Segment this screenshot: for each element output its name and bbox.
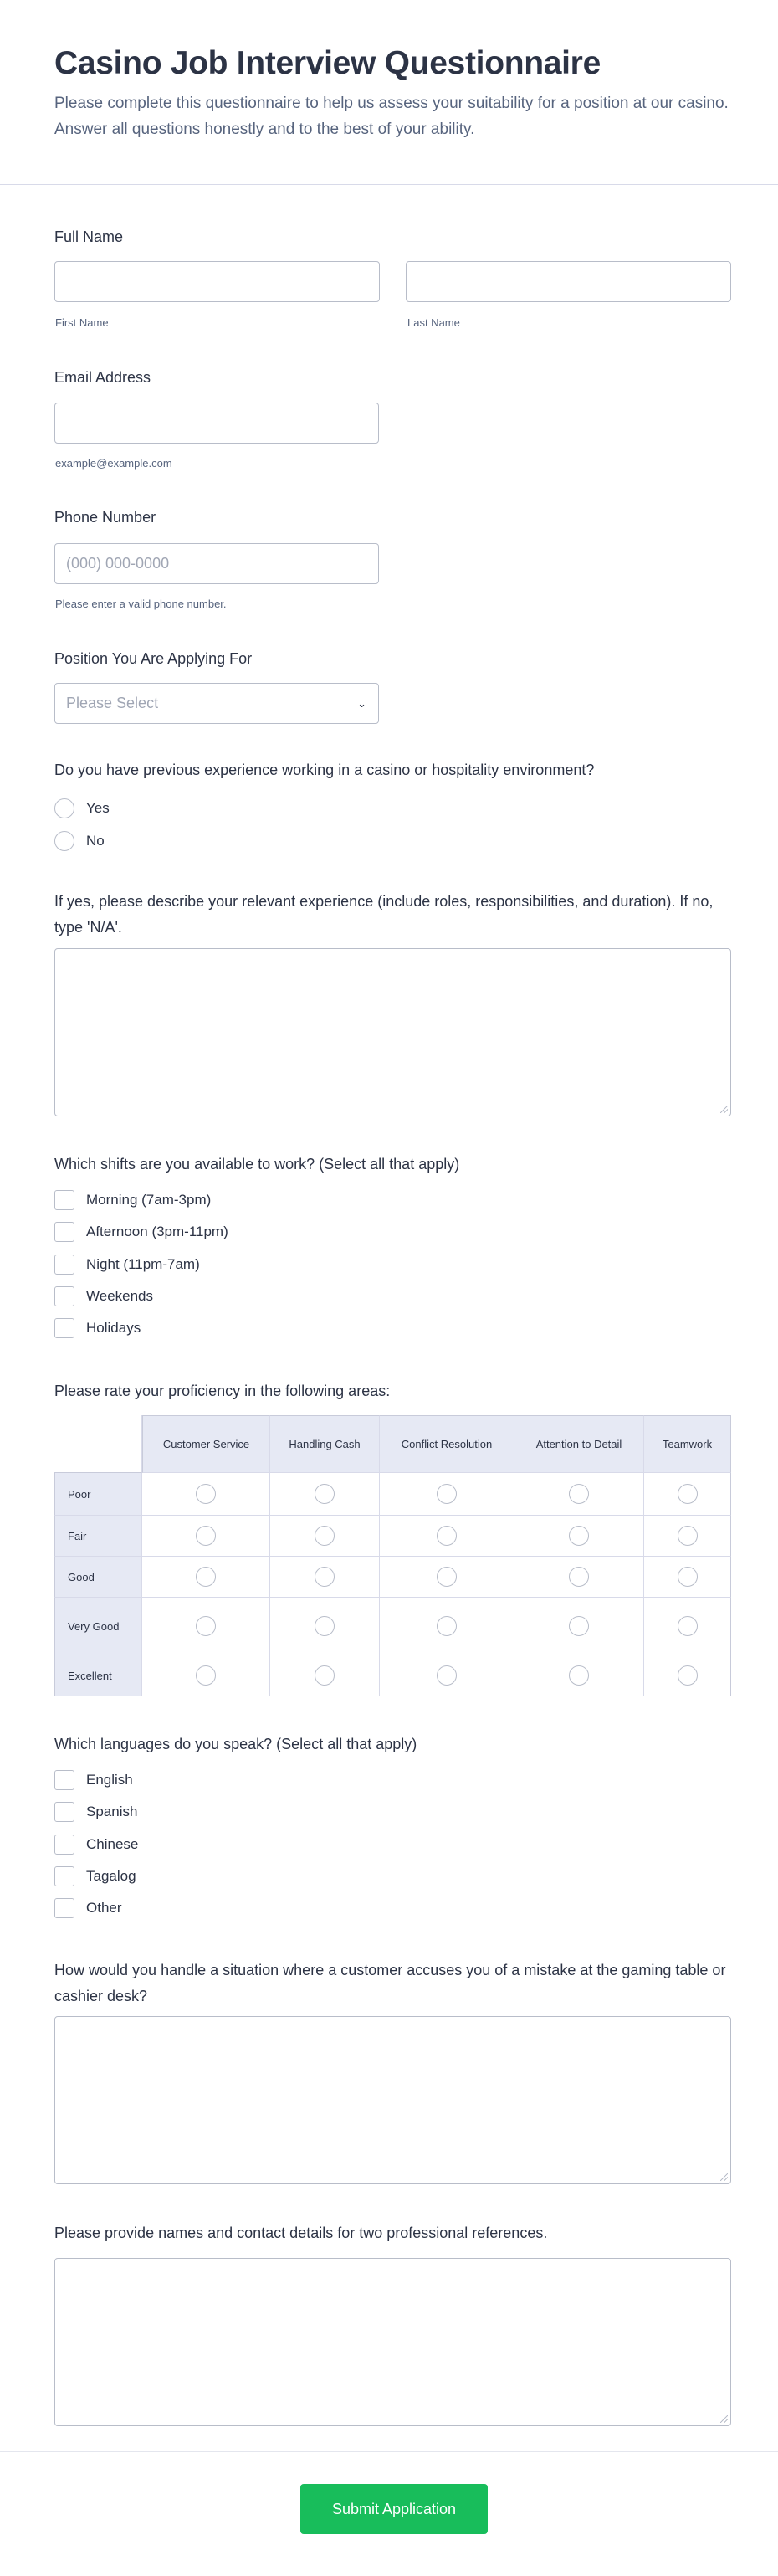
matrix-corner (54, 1415, 142, 1473)
matrix-radio-button[interactable] (196, 1616, 216, 1636)
matrix-cell (142, 1557, 270, 1598)
matrix-cell (644, 1473, 731, 1516)
option-label: English (86, 1772, 133, 1788)
option-label: Tagalog (86, 1868, 136, 1884)
radio-button[interactable] (54, 831, 74, 851)
checkbox[interactable] (54, 1770, 74, 1790)
languages-label: Which languages do you speak? (Select all that apply) (54, 1736, 417, 1752)
references-label: Please provide names and contact details for two professional references. (54, 2224, 548, 2241)
email-label: Email Address (54, 369, 151, 386)
checkbox[interactable] (54, 1318, 74, 1338)
option-label: Night (11pm-7am) (86, 1256, 200, 1272)
page-description: Please complete this questionnaire to help us assess your suitability for a position at our casino. Answer all questions honestly and to the best of your ability. (54, 95, 729, 138)
resize-handle-icon[interactable] (720, 2173, 728, 2181)
matrix-cell (270, 1473, 380, 1516)
option-label: No (86, 833, 105, 849)
matrix-column-header: Attention to Detail (514, 1415, 644, 1473)
checkbox[interactable] (54, 1835, 74, 1855)
phone-input[interactable]: (000) 000-0000 (54, 543, 379, 584)
matrix-row (54, 1598, 731, 1655)
matrix-cell (142, 1655, 270, 1696)
checkbox-option[interactable] (54, 1865, 136, 1887)
radio-option-yes[interactable] (54, 798, 110, 819)
matrix-cell (514, 1473, 644, 1516)
matrix-row (54, 1655, 731, 1696)
option-label: Spanish (86, 1804, 138, 1819)
checkbox-option[interactable] (54, 1317, 141, 1339)
header-divider (0, 184, 778, 185)
matrix-row (54, 1473, 731, 1516)
page-title: Casino Job Interview Questionnaire (54, 45, 601, 81)
matrix-cell (380, 1598, 514, 1655)
phone-label: Phone Number (54, 509, 156, 526)
situation-label: How would you handle a situation where a customer accuses you of a mistake at the gaming table or cashier desk? (54, 1962, 726, 2004)
matrix-cell (644, 1655, 731, 1696)
matrix-column-header: Handling Cash (270, 1415, 380, 1473)
matrix-cell (644, 1516, 731, 1557)
matrix-row-header: Excellent (54, 1655, 142, 1696)
checkbox-option[interactable] (54, 1221, 228, 1243)
option-label: Yes (86, 800, 110, 816)
chevron-down-icon: ⌄ (357, 697, 366, 710)
option-label: Weekends (86, 1288, 154, 1304)
matrix-radio-button[interactable] (196, 1567, 216, 1587)
checkbox-option[interactable] (54, 1769, 133, 1791)
matrix-radio-button[interactable] (315, 1665, 335, 1686)
checkbox[interactable] (54, 1190, 74, 1210)
matrix-cell (270, 1598, 380, 1655)
checkbox[interactable] (54, 1802, 74, 1822)
option-label: Afternoon (3pm-11pm) (86, 1224, 228, 1239)
matrix-radio-button[interactable] (437, 1616, 457, 1636)
matrix-cell (514, 1655, 644, 1696)
matrix-cell (514, 1516, 644, 1557)
matrix-cell (142, 1516, 270, 1557)
radio-option-no[interactable] (54, 830, 105, 852)
matrix-radio-button[interactable] (678, 1526, 698, 1546)
situation-textarea[interactable] (54, 2016, 731, 2184)
resize-handle-icon[interactable] (720, 2415, 728, 2423)
matrix-radio-button[interactable] (678, 1616, 698, 1636)
matrix-radio-button[interactable] (437, 1665, 457, 1686)
checkbox-option[interactable] (54, 1897, 122, 1919)
matrix-cell (380, 1516, 514, 1557)
matrix-cell (380, 1655, 514, 1696)
matrix-cell (380, 1473, 514, 1516)
matrix-radio-button[interactable] (196, 1484, 216, 1504)
checkbox-option[interactable] (54, 1285, 153, 1307)
matrix-cell (514, 1598, 644, 1655)
matrix-radio-button[interactable] (569, 1484, 589, 1504)
references-textarea[interactable] (54, 2258, 731, 2426)
matrix-cell (380, 1557, 514, 1598)
matrix-radio-button[interactable] (678, 1665, 698, 1686)
matrix-radio-button[interactable] (569, 1616, 589, 1636)
matrix-radio-button[interactable] (315, 1616, 335, 1636)
matrix-column-header: Customer Service (142, 1415, 270, 1473)
first-name-sublabel: First Name (55, 316, 109, 329)
matrix-row (54, 1557, 731, 1598)
option-label: Chinese (86, 1836, 139, 1852)
rating-matrix (54, 1415, 731, 1696)
resize-handle-icon[interactable] (720, 1106, 728, 1113)
matrix-cell (514, 1557, 644, 1598)
full-name-label: Full Name (54, 228, 124, 245)
last-name-sublabel: Last Name (407, 316, 460, 329)
matrix-cell (644, 1598, 731, 1655)
checkbox[interactable] (54, 1255, 74, 1275)
submit-button[interactable]: Submit Application (300, 2484, 488, 2534)
checkbox[interactable] (54, 1866, 74, 1886)
email-input[interactable] (54, 403, 379, 444)
position-label: Position You Are Applying For (54, 650, 253, 667)
option-label: Other (86, 1900, 122, 1916)
matrix-cell (644, 1557, 731, 1598)
matrix-radio-button[interactable] (569, 1567, 589, 1587)
matrix-radio-button[interactable] (315, 1484, 335, 1504)
checkbox-option[interactable] (54, 1801, 137, 1823)
experience-detail-textarea[interactable] (54, 948, 731, 1116)
matrix-radio-button[interactable] (437, 1526, 457, 1546)
matrix-radio-button[interactable] (315, 1526, 335, 1546)
matrix-cell (270, 1557, 380, 1598)
matrix-radio-button[interactable] (437, 1567, 457, 1587)
last-name-input[interactable] (406, 261, 731, 302)
matrix-cell (270, 1655, 380, 1696)
footer-divider (0, 2451, 778, 2452)
matrix-radio-button[interactable] (196, 1665, 216, 1686)
option-label: Morning (7am-3pm) (86, 1192, 212, 1208)
matrix-row-header: Very Good (54, 1598, 142, 1655)
position-select-value: Please Select (66, 695, 159, 711)
shifts-label: Which shifts are you available to work? (Select all that apply) (54, 1156, 460, 1173)
matrix-row-header: Poor (54, 1473, 142, 1516)
matrix-radio-button[interactable] (315, 1567, 335, 1587)
checkbox[interactable] (54, 1898, 74, 1918)
matrix-column-header: Conflict Resolution (380, 1415, 514, 1473)
matrix-radio-button[interactable] (196, 1526, 216, 1546)
matrix-row-header: Good (54, 1557, 142, 1598)
matrix-cell (142, 1598, 270, 1655)
matrix-radio-button[interactable] (569, 1665, 589, 1686)
checkbox-option[interactable] (54, 1834, 138, 1855)
matrix-cell (142, 1473, 270, 1516)
first-name-input[interactable] (54, 261, 380, 302)
email-hint: example@example.com (55, 457, 172, 470)
experience-detail-label: If yes, please describe your relevant experience (include roles, responsibilities, and duration). If no, type 'N/A'. (54, 893, 714, 936)
matrix-radio-button[interactable] (678, 1484, 698, 1504)
position-select[interactable] (54, 683, 379, 724)
phone-hint: Please enter a valid phone number. (55, 598, 227, 610)
checkbox-option[interactable] (54, 1254, 200, 1275)
radio-button[interactable] (54, 798, 74, 818)
matrix-radio-button[interactable] (437, 1484, 457, 1504)
option-label: Holidays (86, 1320, 141, 1336)
matrix-row-header: Fair (54, 1516, 142, 1557)
matrix-radio-button[interactable] (569, 1526, 589, 1546)
experience-label: Do you have previous experience working in a casino or hospitality environment? (54, 762, 595, 778)
matrix-column-header: Teamwork (644, 1415, 731, 1473)
checkbox-option[interactable] (54, 1189, 211, 1211)
checkbox[interactable] (54, 1222, 74, 1242)
matrix-row (54, 1516, 731, 1557)
matrix-cell (270, 1516, 380, 1557)
rating-label: Please rate your proficiency in the following areas: (54, 1383, 391, 1399)
matrix-radio-button[interactable] (678, 1567, 698, 1587)
checkbox[interactable] (54, 1286, 74, 1306)
